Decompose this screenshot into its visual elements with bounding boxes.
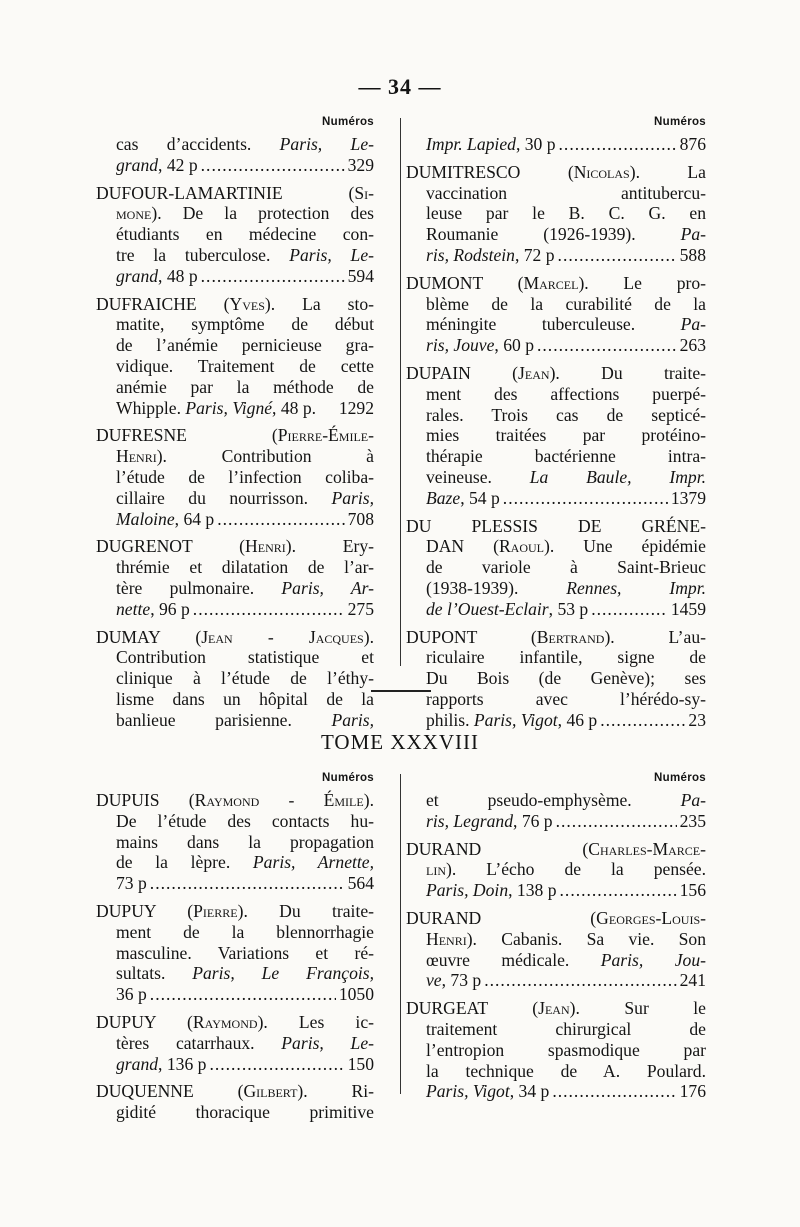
entry-line: ris, Jouve, 60 p ..... 263	[406, 335, 706, 356]
entry-line: lisme dans un hôpital de la	[116, 688, 374, 709]
entry-line: Maloine, 64 p ..... 708	[96, 509, 374, 530]
entry-line: rapports avec l’hérédo-sy-	[426, 688, 706, 709]
index-entry	[96, 1012, 374, 1074]
index-entry	[96, 183, 374, 287]
entry-line: méningite tuberculeuse. Pa-	[426, 314, 706, 335]
index-entry	[406, 516, 706, 620]
index-entry	[406, 134, 706, 155]
entry-line: 73 p ..... 564	[96, 873, 374, 894]
entry-line: Henri). Cabanis. Sa vie. Son	[426, 928, 706, 949]
column-header: Numéros	[654, 772, 706, 784]
entry-line: DAN (Raoul). Une épidémie	[426, 536, 706, 557]
entry-line: Baze, 54 p ..... 1379	[406, 488, 706, 509]
entry-line: riculaire infantile, signe de	[426, 647, 706, 668]
entry-line: matite, symptôme de début	[116, 314, 374, 335]
entry-line: œuvre médicale. Paris, Jou-	[426, 949, 706, 970]
entry-line: DU PLESSIS DE GRÉNE-	[406, 515, 706, 536]
column-header: Numéros	[654, 116, 706, 128]
entry-line: ment des affections puerpé-	[426, 383, 706, 404]
page-number: — 34 —	[358, 74, 442, 99]
entry-line: mains dans la propagation	[116, 831, 374, 852]
index-entry	[406, 790, 706, 832]
entry-line: nette, 96 p ..... 275	[96, 599, 374, 620]
index-entry	[406, 363, 706, 509]
entry-line: DURGEAT (Jean). Sur le	[406, 998, 706, 1019]
index-entry	[406, 998, 706, 1102]
section-separator	[371, 690, 431, 692]
entry-line: rales. Trois cas de septicé-	[426, 404, 706, 425]
entry-line: ve, 73 p ..... 241	[406, 970, 706, 991]
index-entry	[406, 162, 706, 266]
entry-line: ment de la blennorrhagie	[116, 921, 374, 942]
entry-line: masculine. Variations et ré-	[116, 942, 374, 963]
entry-line: l’entropion spasmodique par	[426, 1039, 706, 1060]
entry-line: l’étude de l’infection coliba-	[116, 466, 374, 487]
entry-line: DUPUIS (Raymond - Émile).	[96, 790, 374, 810]
entry-line: DUPAIN (Jean). Du traite-	[406, 362, 706, 383]
entry-line: veineuse. La Baule, Impr.	[426, 466, 706, 487]
entry-line: DURAND (Charles-Marce-	[406, 838, 706, 859]
index-entry	[96, 134, 374, 176]
entry-line: de l’Ouest-Eclair, 53 p ..... 1459	[406, 599, 706, 620]
entry-line: tère pulmonaire. Paris, Ar-	[116, 577, 374, 598]
entry-line: grand, 42 p ..... 329	[96, 155, 374, 176]
entry-line: Whipple. Paris, Vigné, 48 p. 1292	[116, 397, 374, 418]
column-header: Numéros	[322, 772, 374, 784]
entry-line: traitement chirurgical de	[426, 1018, 706, 1039]
entry-line: DUMAY (Jean - Jacques).	[96, 626, 374, 647]
entry-line: Roumanie (1926-1939). Pa-	[426, 224, 706, 245]
entry-line: de variole à Saint-Brieuc	[426, 557, 706, 578]
entry-line: la technique de A. Poulard.	[426, 1060, 706, 1081]
entry-line: banlieue parisienne. Paris,	[116, 709, 374, 730]
entry-line: DUQUENNE (Gilbert). Ri-	[96, 1081, 374, 1102]
entry-line: tères catarrhaux. Paris, Le-	[116, 1032, 374, 1053]
entry-line: grand, 136 p ..... 150	[96, 1054, 374, 1075]
column-divider-top	[400, 118, 401, 666]
section-title: TOME XXXVIII	[320, 730, 479, 754]
entry-line: tre la tuberculose. Paris, Le-	[116, 244, 374, 265]
entry-line: DUPUY (Pierre). Du traite-	[96, 900, 374, 921]
entry-line: blème de la curabilité de la	[426, 293, 706, 314]
entry-line: grand, 48 p ..... 594	[96, 266, 374, 287]
entry-line: Du Bois (de Genève); ses	[426, 668, 706, 689]
entry-line: philis. Paris, Vigot, 46 p ..... 23	[406, 710, 706, 731]
entry-line: ris, Rodstein, 72 p ..... 588	[406, 245, 706, 266]
index-entry	[406, 627, 706, 731]
entry-line: DUFRESNE (Pierre-Émile-	[96, 425, 374, 446]
entry-line: DUGRENOT (Henri). Ery-	[96, 536, 374, 557]
index-entry	[96, 901, 374, 1005]
index-entry	[406, 908, 706, 991]
entry-line: gidité thoracique primitive	[116, 1102, 374, 1123]
column-bottom-right	[406, 772, 706, 1109]
entry-line: cas d’accidents. Paris, Le-	[116, 134, 374, 154]
entry-line: ris, Legrand, 76 p ..... 235	[406, 811, 706, 832]
entry-line: Contribution statistique et	[116, 647, 374, 668]
column-bottom-left	[96, 772, 374, 1130]
entry-line: (1938-1939). Rennes, Impr.	[426, 577, 706, 598]
index-entry	[96, 425, 374, 529]
entry-line: lin). L’écho de la pensée.	[426, 859, 706, 880]
column-header: Numéros	[322, 116, 374, 128]
column-divider-bottom	[400, 774, 401, 1094]
index-entry	[406, 273, 706, 356]
entry-line: De l’étude des contacts hu-	[116, 810, 374, 831]
entry-line: vidique. Traitement de cette	[116, 355, 374, 376]
entry-line: DUPONT (Bertrand). L’au-	[406, 626, 706, 647]
index-entry	[96, 536, 374, 619]
entry-line: thérapie bactérienne intra-	[426, 446, 706, 467]
entry-line: leuse par le B. C. G. en	[426, 203, 706, 224]
entry-line: clinique à l’étude de l’éthy-	[116, 668, 374, 689]
entry-line: mone). De la protection des	[116, 203, 374, 224]
entry-line: DUMONT (Marcel). Le pro-	[406, 272, 706, 293]
index-entry	[96, 627, 374, 731]
entry-line: mies traitées par protéino-	[426, 425, 706, 446]
entry-line: Paris, Vigot, 34 p ..... 176	[406, 1081, 706, 1102]
entry-line: vaccination antitubercu-	[426, 182, 706, 203]
index-entry	[96, 294, 374, 419]
entry-line: de la lèpre. Paris, Arnette,	[116, 852, 374, 873]
index-entry	[96, 1081, 374, 1123]
entry-line: sultats. Paris, Le François,	[116, 963, 374, 984]
entry-line: Henri). Contribution à	[116, 446, 374, 467]
entry-line: DUMITRESCO (Nicolas). La	[406, 161, 706, 182]
entry-line: anémie par la méthode de	[116, 376, 374, 397]
index-entry	[406, 839, 706, 901]
entry-line: étudiants en médecine con-	[116, 224, 374, 245]
entry-line: DUFOUR-LAMARTINIE (Si-	[96, 182, 374, 203]
entry-line: DUFRAICHE (Yves). La sto-	[96, 293, 374, 314]
entry-line: de l’anémie pernicieuse gra-	[116, 335, 374, 356]
column-top-right	[406, 116, 706, 738]
entry-line: et pseudo-emphysème. Pa-	[426, 790, 706, 810]
entry-line: Paris, Doin, 138 p ..... 156	[406, 880, 706, 901]
entry-line: thrémie et dilatation de l’ar-	[116, 557, 374, 578]
entry-line: DURAND (Georges-Louis-	[406, 907, 706, 928]
column-top-left	[96, 116, 374, 738]
entry-line: cillaire du nourrisson. Paris,	[116, 487, 374, 508]
index-entry	[96, 790, 374, 894]
entry-line: 36 p ..... 1050	[96, 984, 374, 1005]
entry-line: Impr. Lapied, 30 p ..... 876	[406, 134, 706, 155]
entry-line: DUPUY (Raymond). Les ic-	[96, 1011, 374, 1032]
